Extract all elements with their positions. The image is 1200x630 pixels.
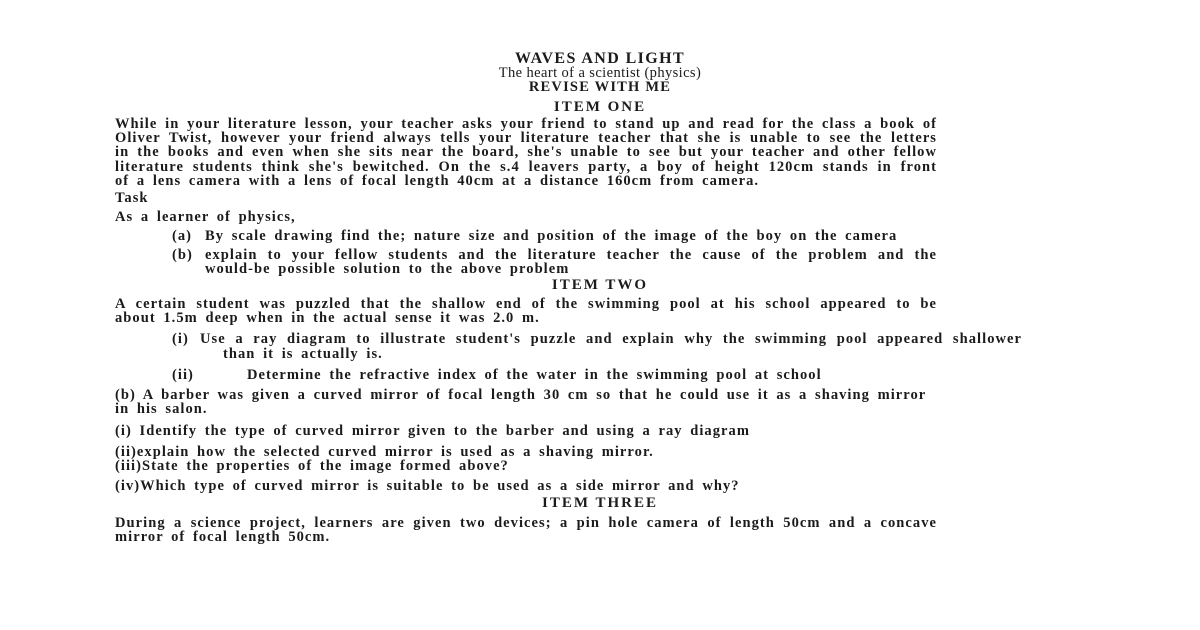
item-one-heading: ITEM ONE [553, 99, 647, 115]
task-item-a-marker: (a) [172, 228, 193, 245]
item-two-question-ii-marker: (ii) [172, 366, 194, 383]
task-item-a-text: By scale drawing find the; nature size and position of the image of the boy on the camera [205, 228, 898, 245]
task-item-b [115, 248, 937, 276]
task-label: Task [115, 190, 149, 207]
document-subtitle: The heart of a scientist (physics) [498, 65, 702, 81]
part-b-question-iv: (iv)Which type of curved mirror is suitable to be used as a side mirror and why? [115, 478, 740, 495]
task-item-a [115, 229, 937, 243]
part-b-question-ii: (ii)explain how the selected curved mirror is used as a shaving mirror. [115, 443, 654, 460]
item-two-part-b: (b) A barber was given a curved mirror of focal length 30 cm so that he could use it as a shaving mirror in his salon. [115, 387, 927, 418]
part-b-question-iii: (iii)State the properties of the image formed above? [115, 457, 509, 474]
item-two-intro: A certain student was puzzled that the shallow end of the swimming pool at his school appeared to be about 1.5m deep when in the actual sense it was 2.0 m. [115, 296, 937, 327]
item-three-intro: During a science project, learners are given two devices; a pin hole camera of length 50cm and a concave mirror of focal length 50cm. [115, 515, 937, 546]
task-item-b-marker: (b) [172, 246, 193, 263]
item-two-question-ii [115, 368, 1012, 382]
item-two-question-ii-text: Determine the refractive index of the water in the swimming pool at school [247, 366, 822, 383]
item-two-question-i-text: Use a ray diagram to illustrate student's puzzle and explain why the swimming pool appeared shallower than it is actually is. [200, 331, 1022, 362]
item-two-heading: ITEM TWO [551, 277, 649, 294]
item-one-intro: While in your literature lesson, your teacher asks your friend to stand up and read for the class a book of Oliver Twist, however your friend always tells your literature teacher that she is unable to see the letters in the books and even when she sits near the board, she's unable to see but your teacher and other fellow literature students think she's bewitched. On the s.4 leavers party, a boy of height 120cm stands in front of a lens camera with a lens of focal length 40cm at a distance 160cm from camera. [115, 116, 937, 189]
document-title: WAVES AND LIGHT [514, 50, 686, 67]
item-two-question-i-marker: (i) [172, 331, 189, 348]
item-two-question-i [115, 332, 1022, 360]
document-tagline: REVISE WITH ME [528, 79, 672, 95]
task-item-b-text: explain to your fellow students and the literature teacher the cause of the problem and the would-be possible solution to the above problem [205, 246, 937, 277]
item-three-heading: ITEM THREE [542, 495, 658, 512]
task-intro: As a learner of physics, [115, 209, 296, 226]
part-b-question-i: (i) Identify the type of curved mirror given to the barber and using a ray diagram [115, 423, 750, 440]
